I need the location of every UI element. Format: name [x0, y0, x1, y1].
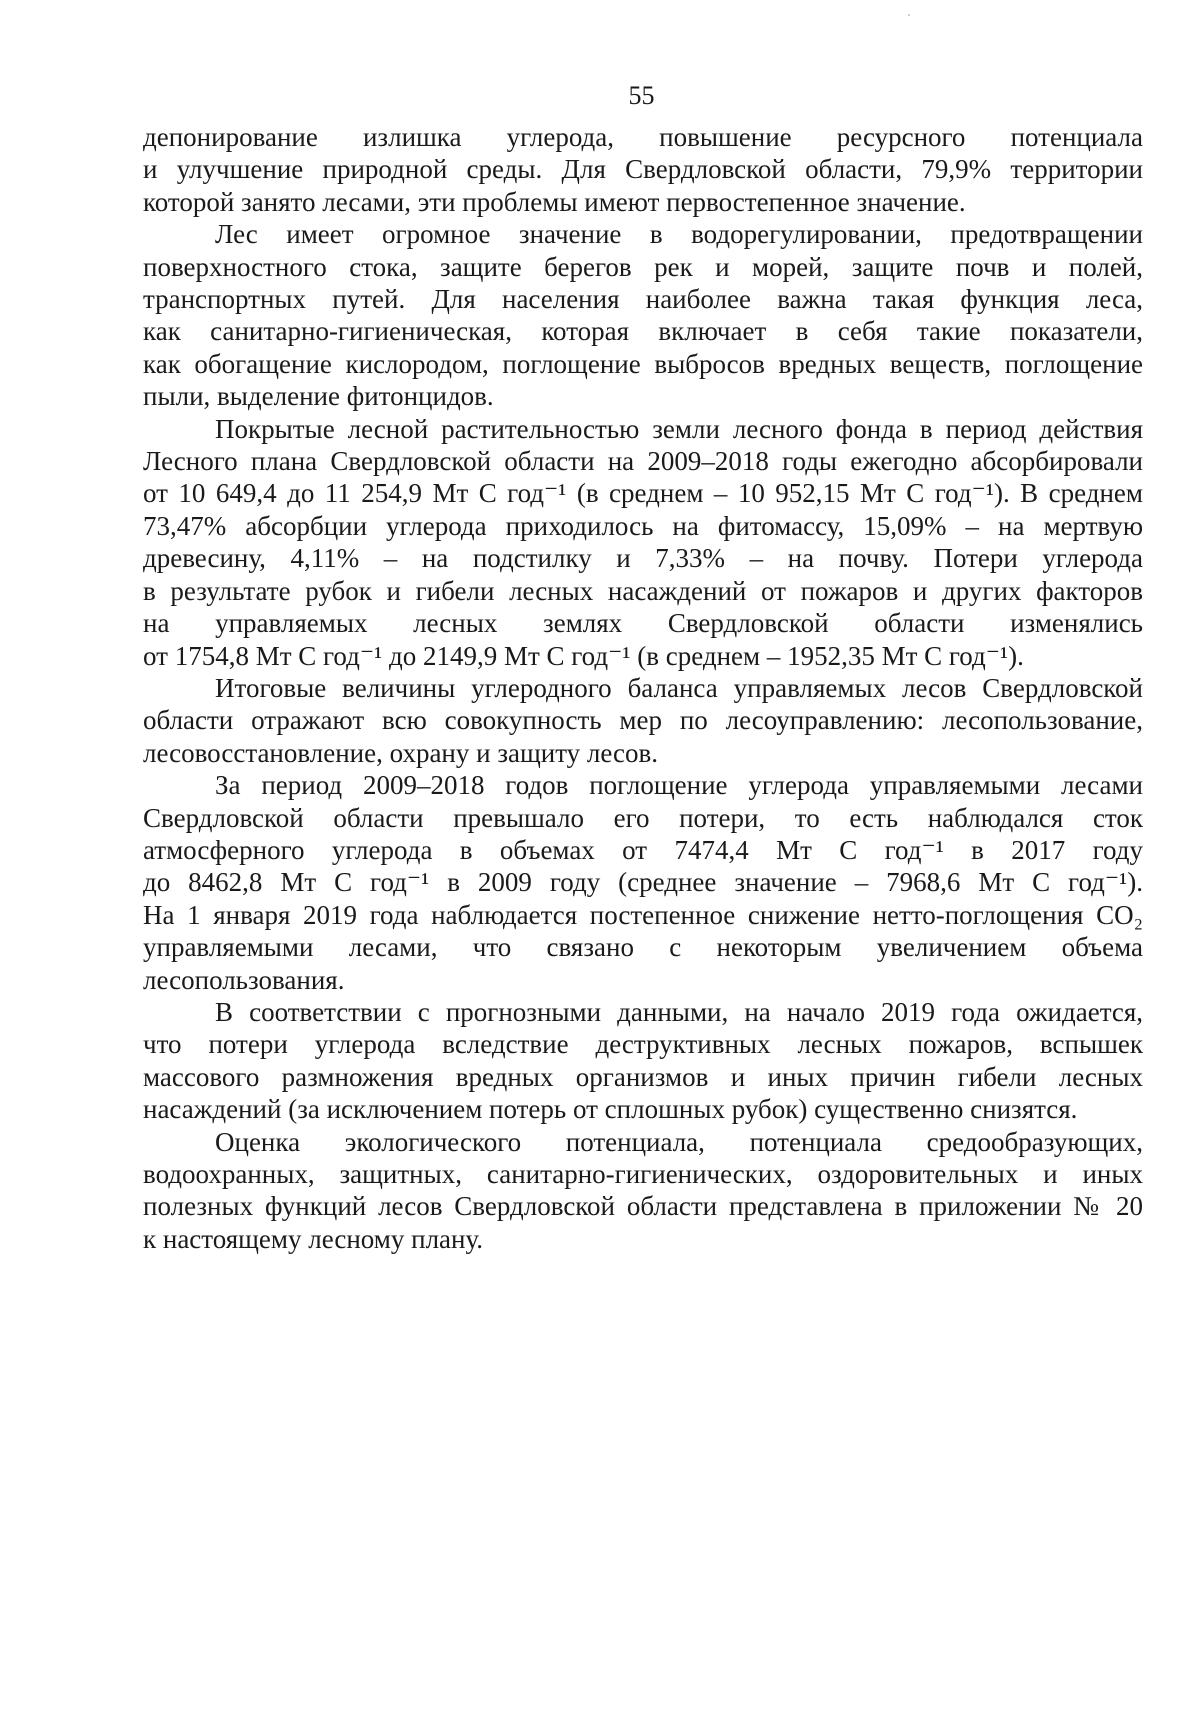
text-line: насаждений (за исключением потерь от сплошных рубок) существенно снизятся.: [143, 1094, 1078, 1125]
text-line: депонирование излишка углерода, повышение ресурсного потенциала: [143, 122, 1143, 152]
paragraph: [143, 672, 1143, 769]
text-line: к настоящему лесному плану.: [143, 1223, 484, 1254]
text-line: массового размножения вредных организмов и иных причин гибели лесных: [143, 1061, 1143, 1092]
text-line: В соответствии с прогнозными данными, на начало 2019 года ожидается,: [215, 996, 1143, 1027]
text-line: лесовосстановление, охрану и защиту лесов.: [143, 737, 659, 768]
paragraph: [143, 218, 1143, 412]
paragraph: [143, 996, 1143, 1126]
text-line: от 10 649,4 до 11 254,9 Мт С год⁻¹ (в среднем – 10 952,15 Мт С год⁻¹). В среднем: [143, 478, 1143, 509]
text-line: как обогащение кислородом, поглощение выбросов вредных веществ, поглощение: [143, 348, 1143, 379]
text-line: Итоговые величины углеродного баланса управляемых лесов Свердловской: [215, 672, 1143, 703]
text-line: древесину, 4,11% – на подстилку и 7,33% – на почву. Потери углерода: [143, 543, 1143, 574]
paragraph: [143, 413, 1143, 672]
text-line: 73,47% абсорбции углерода приходилось на фитомассу, 15,09% – на мертвую: [143, 510, 1143, 541]
text-line: лесопользования.: [143, 964, 345, 995]
text-line: в результате рубок и гибели лесных насаждений от пожаров и других факторов: [143, 575, 1143, 606]
text-line: Покрытые лесной растительностью земли лесного фонда в период действия: [215, 413, 1143, 444]
document-body: [143, 121, 1143, 1255]
text-line: водоохранных, защитных, санитарно-гигиенических, оздоровительных и иных: [143, 1159, 1143, 1189]
page-number: 55: [628, 81, 655, 110]
paragraph: [143, 769, 1143, 996]
text-line: как санитарно-гигиеническая, которая включает в себя такие показатели,: [143, 316, 1143, 347]
text-line: транспортных путей. Для населения наиболее важна такая функция леса,: [143, 284, 1143, 315]
text-line: на управляемых лесных землях Свердловской области изменялись: [143, 608, 1143, 639]
text-line: что потери углерода вследствие деструктивных лесных пожаров, вспышек: [143, 1029, 1143, 1060]
text-line: Лес имеет огромное значение в водорегулировании, предотвращении: [215, 219, 1143, 250]
text-line: и улучшение природной среды. Для Свердловской области, 79,9% территории: [143, 154, 1143, 185]
paragraph: [143, 1126, 1143, 1256]
text-line: пыли, выделение фитонцидов.: [143, 381, 494, 412]
scan-artifact: [908, 14, 910, 16]
text-line: На 1 января 2019 года наблюдается постепенное снижение нетто-поглощения CO₂: [143, 899, 1143, 930]
text-line: которой занято лесами, эти проблемы имеют первостепенное значение.: [143, 186, 966, 217]
text-line: управляемыми лесами, что связано с некоторым увеличением объема: [143, 932, 1143, 963]
text-line: Оценка экологического потенциала, потенциала средообразующих,: [215, 1126, 1143, 1157]
text-line: полезных функций лесов Свердловской области представлена в приложении № 20: [143, 1191, 1143, 1222]
text-line: Свердловской области превышало его потери, то есть наблюдался сток: [143, 802, 1143, 833]
text-line: атмосферного углерода в объемах от 7474,4 Мт С год⁻¹ в 2017 году: [143, 834, 1143, 865]
text-line: от 1754,8 Мт С год⁻¹ до 2149,9 Мт С год⁻¹ (в среднем – 1952,35 Мт С год⁻¹).: [143, 640, 1024, 671]
text-line: За период 2009–2018 годов поглощение углерода управляемыми лесами: [215, 770, 1143, 801]
paragraph: [143, 121, 1143, 218]
text-line: до 8462,8 Мт С год⁻¹ в 2009 году (среднее значение – 7968,6 Мт С год⁻¹).: [143, 867, 1143, 898]
text-line: области отражают всю совокупность мер по лесоуправлению: лесопользование,: [143, 705, 1143, 736]
text-line: поверхностного стока, защите берегов рек и морей, защите почв и полей,: [143, 251, 1143, 282]
text-line: Лесного плана Свердловской области на 2009–2018 годы ежегодно абсорбировали: [143, 446, 1143, 477]
